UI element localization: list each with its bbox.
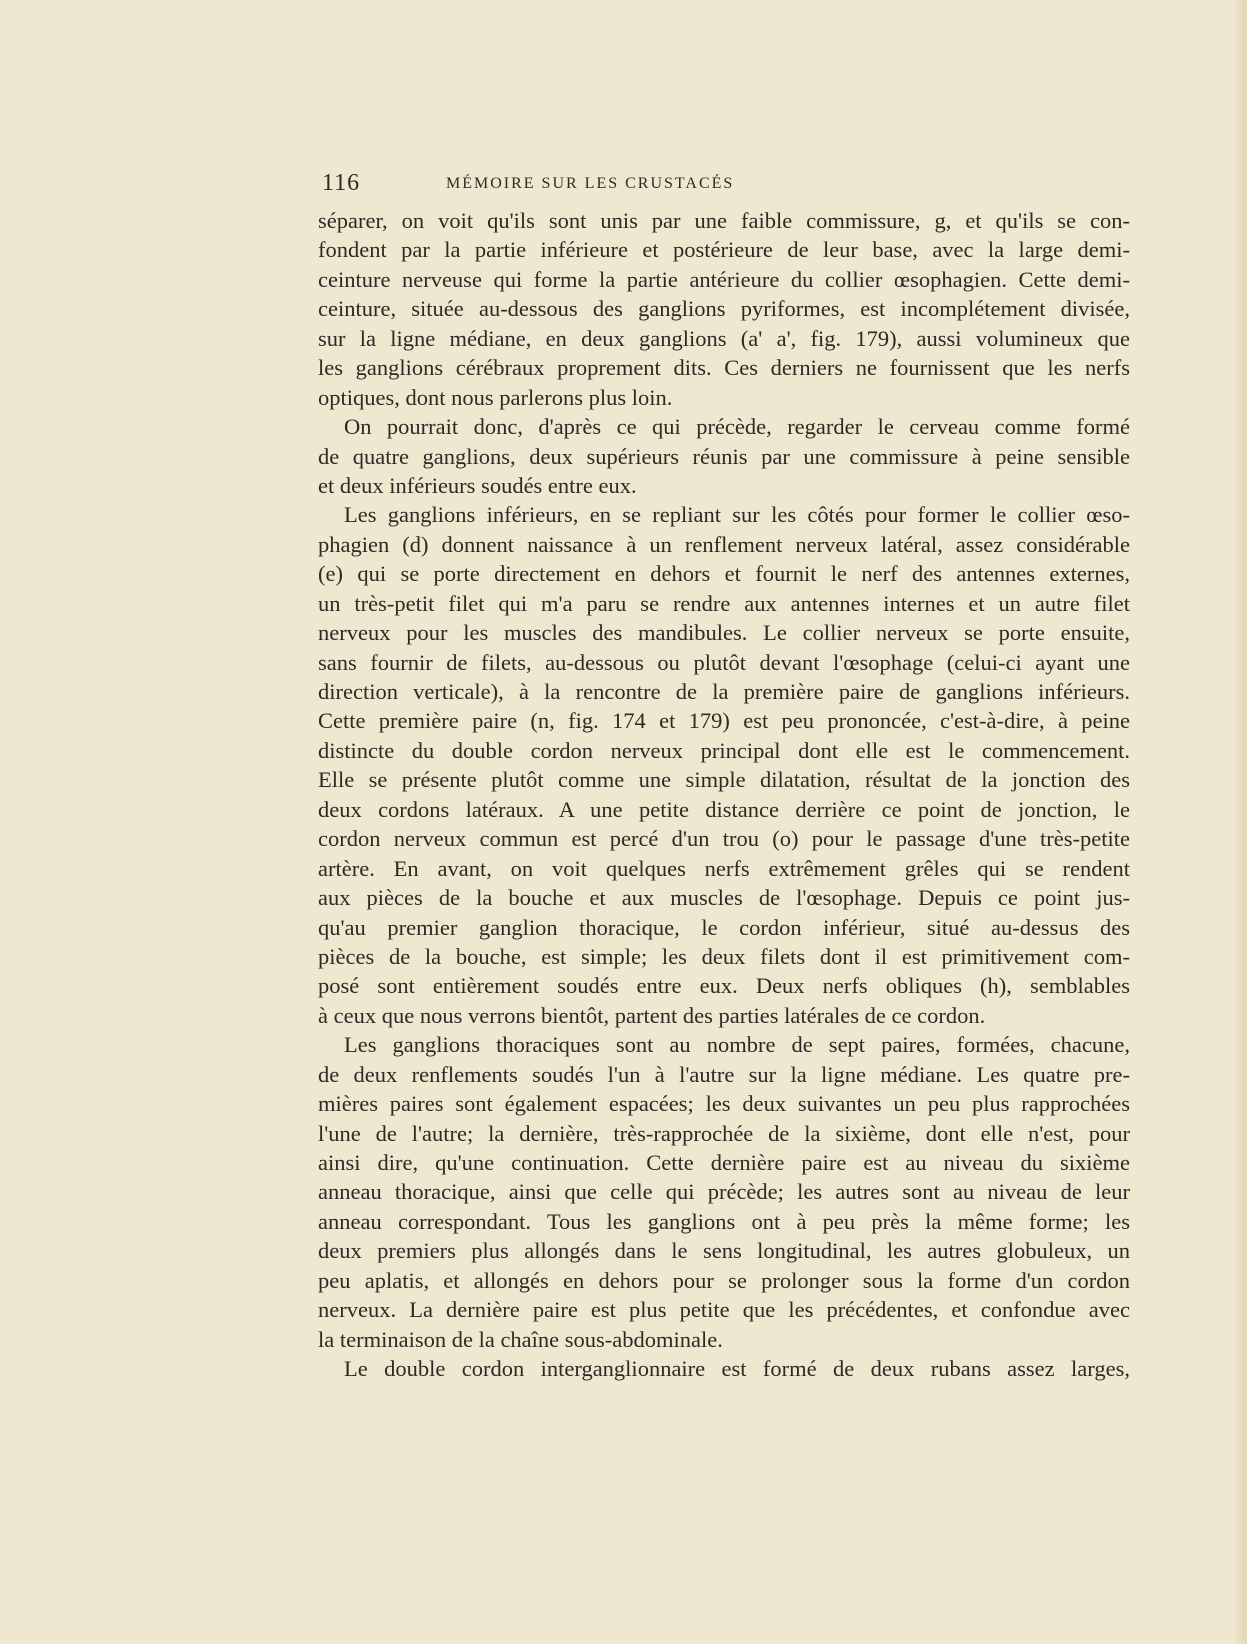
text-line: nerveux pour les muscles des mandibules. Le collier nerveux se porte ensuite, <box>318 620 1130 646</box>
text-line: anneau thoracique, ainsi que celle qui précède; les autres sont au niveau de leur <box>318 1179 1130 1205</box>
text-line: fondent par la partie inférieure et postérieure de leur base, avec la large demi- <box>318 237 1130 263</box>
text-line: pièces de la bouche, est simple; les deux filets dont il est primitivement com- <box>318 943 1130 969</box>
page-number: 116 <box>322 170 361 196</box>
text-line: de deux renflements soudés l'un à l'autre sur la ligne médiane. Les quatre pre- <box>318 1061 1130 1087</box>
text-line: qu'au premier ganglion thoracique, le cordon inférieur, situé au-dessus des <box>318 914 1130 940</box>
text-line: deux premiers plus allongés dans le sens longitudinal, les autres globuleux, un <box>318 1238 1130 1264</box>
text-line: (e) qui se porte directement en dehors et fournit le nerf des antennes externes, <box>318 561 1130 587</box>
text-line: Elle se présente plutôt comme une simple dilatation, résultat de la jonction des <box>318 767 1130 793</box>
text-line: séparer, on voit qu'ils sont unis par une faible commissure, g, et qu'ils se con- <box>318 208 1130 233</box>
text-line: artère. En avant, on voit quelques nerfs extrêmement grêles qui se rendent <box>318 855 1130 881</box>
text-line: On pourrait donc, d'après ce qui précède, regarder le cerveau comme formé <box>344 414 1130 440</box>
text-line: Les ganglions thoraciques sont au nombre de sept paires, formées, chacune, <box>344 1032 1130 1058</box>
text-line: direction verticale), à la rencontre de la première paire de ganglions inférieurs. <box>318 679 1130 704</box>
text-line: de quatre ganglions, deux supérieurs réunis par une commissure à peine sensible <box>318 443 1130 469</box>
text-line: la terminaison de la chaîne sous-abdominale. <box>318 1326 723 1352</box>
text-line: posé sont entièrement soudés entre eux. Deux nerfs obliques (h), semblables <box>318 973 1130 999</box>
text-line: ceinture, située au-dessous des ganglions pyriformes, est incomplétement divisée, <box>318 296 1130 322</box>
page-header <box>322 170 1142 200</box>
text-line: optiques, dont nous parlerons plus loin. <box>318 384 673 410</box>
text-line: Les ganglions inférieurs, en se repliant sur les côtés pour former le collier œso- <box>344 502 1130 528</box>
text-line: Le double cordon interganglionnaire est formé de deux rubans assez larges, <box>344 1356 1130 1382</box>
body-text <box>318 206 1130 1384</box>
running-title: MÉMOIRE SUR LES CRUSTACÉS <box>446 175 735 192</box>
text-line: distincte du double cordon nerveux principal dont elle est le commencement. <box>318 737 1130 763</box>
text-line: phagien (d) donnent naissance à un renflement nerveux latéral, assez considérable <box>318 531 1130 557</box>
text-line: l'une de l'autre; la dernière, très-rapprochée de la sixième, dont elle n'est, pour <box>318 1120 1130 1146</box>
text-line: peu aplatis, et allongés en dehors pour se prolonger sous la forme d'un cordon <box>318 1267 1130 1293</box>
text-line: mières paires sont également espacées; les deux suivantes un peu plus rapprochées <box>318 1091 1130 1117</box>
text-line: les ganglions cérébraux proprement dits. Ces derniers ne fournissent que les nerfs <box>318 355 1130 381</box>
text-line: ainsi dire, qu'une continuation. Cette dernière paire est au niveau du sixième <box>318 1150 1130 1175</box>
text-line: sans fournir de filets, au-dessous ou plutôt devant l'œsophage (celui-ci ayant une <box>318 649 1130 675</box>
text-line: sur la ligne médiane, en deux ganglions (a' a', fig. 179), aussi volumineux que <box>318 325 1130 351</box>
text-line: anneau correspondant. Tous les ganglions ont à peu près la même forme; les <box>318 1208 1130 1234</box>
text-line: deux cordons latéraux. A une petite distance derrière ce point de jonction, le <box>318 796 1130 822</box>
text-line: nerveux. La dernière paire est plus petite que les précédentes, et confondue avec <box>318 1297 1130 1323</box>
text-line: aux pièces de la bouche et aux muscles de l'œsophage. Depuis ce point jus- <box>318 885 1130 911</box>
text-line: cordon nerveux commun est percé d'un trou (o) pour le passage d'une très-petite <box>318 826 1130 852</box>
text-line: Cette première paire (n, fig. 174 et 179) est peu prononcée, c'est-à-dire, à peine <box>318 708 1130 734</box>
text-line: un très-petit filet qui m'a paru se rendre aux antennes internes et un autre filet <box>318 590 1130 616</box>
text-line: et deux inférieurs soudés entre eux. <box>318 472 637 498</box>
page-edge <box>1233 0 1247 1644</box>
text-line: à ceux que nous verrons bientôt, partent des parties latérales de ce cordon. <box>318 1002 986 1028</box>
text-line: ceinture nerveuse qui forme la partie antérieure du collier œsophagien. Cette demi- <box>318 266 1130 292</box>
